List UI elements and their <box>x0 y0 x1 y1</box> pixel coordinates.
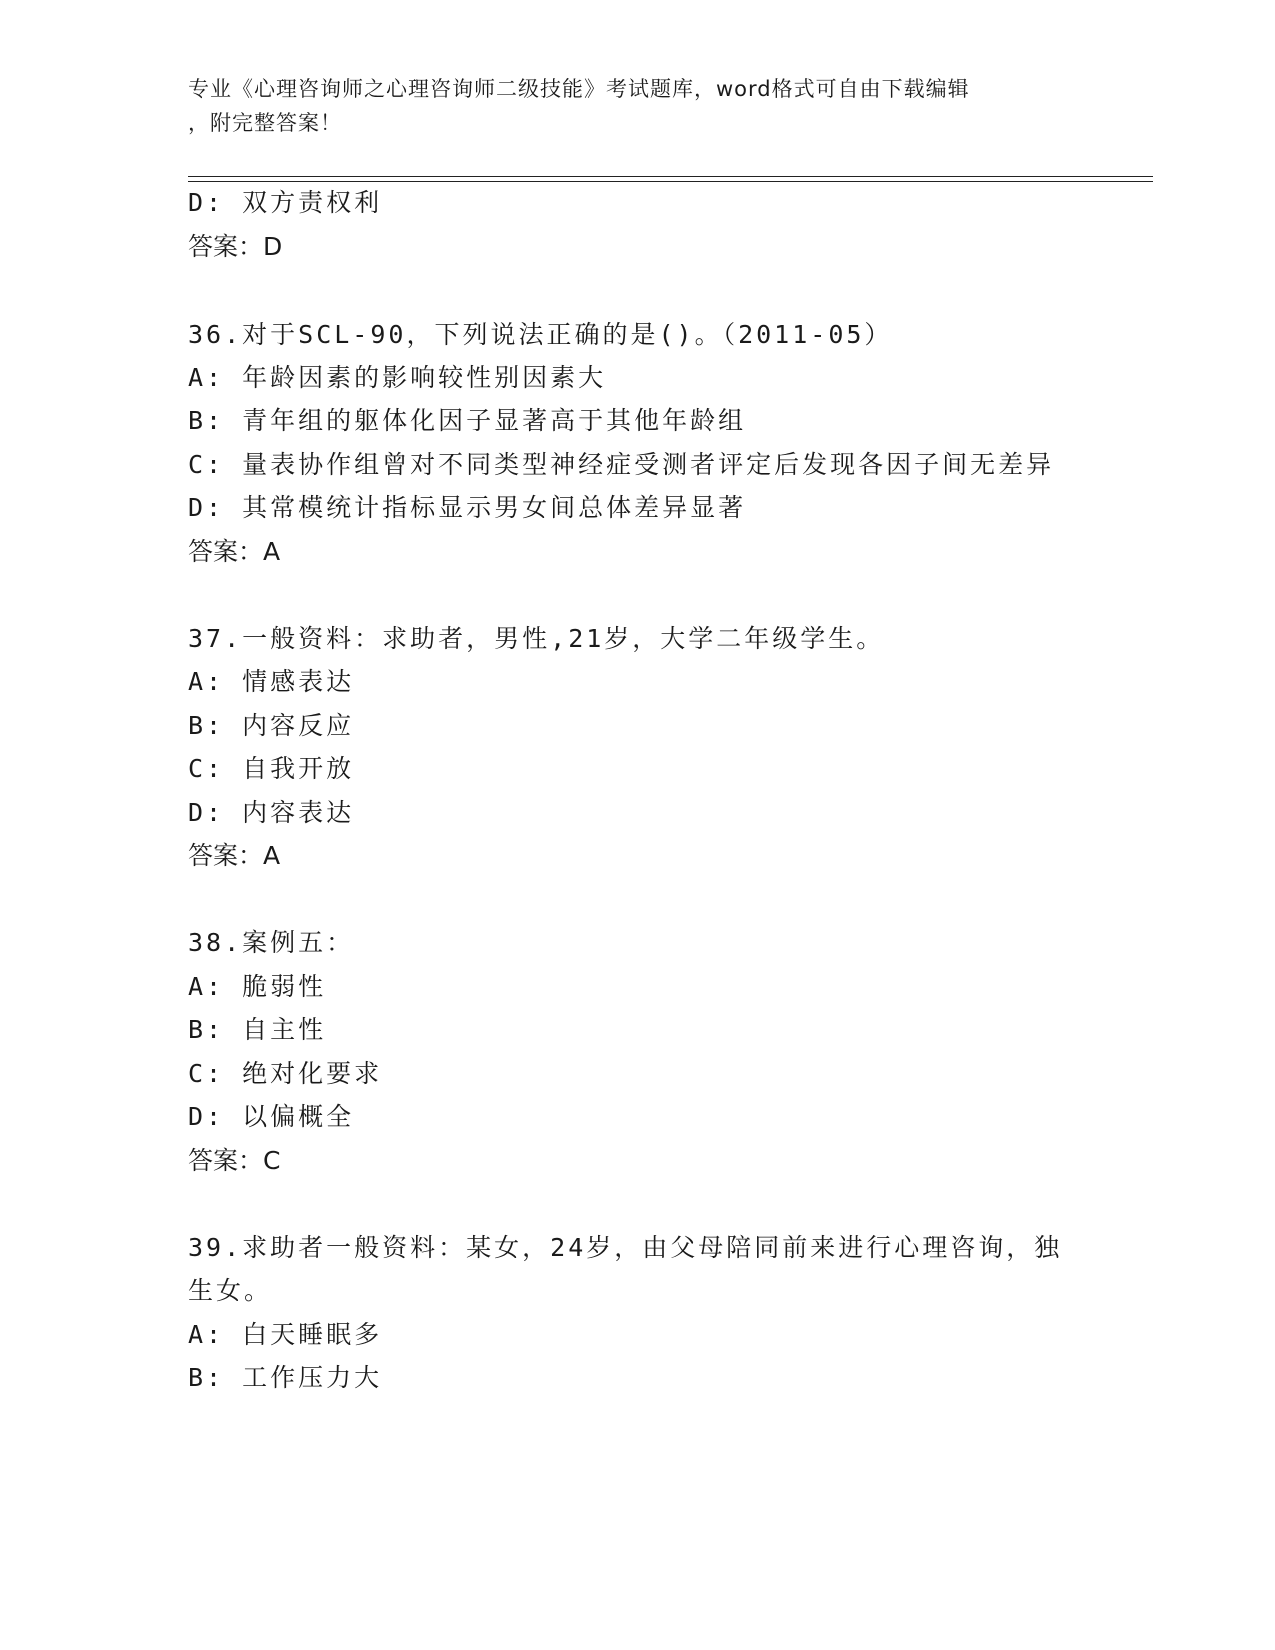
question-38: 38.案例五： <box>188 928 355 957</box>
question-37-option-c: C: 自我开放 <box>188 754 355 783</box>
question-39-line-2: 生女。 <box>188 1276 273 1305</box>
header-divider-top <box>188 176 1153 177</box>
question-36-option-a: A: 年龄因素的影响较性别因素大 <box>188 363 607 392</box>
question-39-option-b: B: 工作压力大 <box>188 1363 383 1392</box>
question-38-option-c: C: 绝对化要求 <box>188 1059 383 1088</box>
header-title-line-1: 专业《心理咨询师之心理咨询师二级技能》考试题库，word格式可自由下载编辑 <box>188 77 970 101</box>
question-36-option-b: B: 青年组的躯体化因子显著高于其他年龄组 <box>188 406 747 435</box>
question-38-option-d: D: 以偏概全 <box>188 1102 355 1131</box>
prev-option-d: D: 双方责权利 <box>188 188 383 217</box>
question-38-option-b: B: 自主性 <box>188 1015 327 1044</box>
question-37-option-b: B: 内容反应 <box>188 711 355 740</box>
question-38-option-a: A: 脆弱性 <box>188 972 327 1001</box>
question-36-answer: 答案：A <box>188 537 281 566</box>
question-36: 36.对于SCL-90，下列说法正确的是()。（2011-05） <box>188 320 893 349</box>
question-39-option-a: A: 白天睡眠多 <box>188 1320 383 1349</box>
question-36-option-d: D: 其常模统计指标显示男女间总体差异显著 <box>188 493 747 522</box>
question-37: 37.一般资料：求助者，男性,21岁，大学二年级学生。 <box>188 624 885 653</box>
header-divider-bottom <box>188 181 1153 182</box>
question-37-option-d: D: 内容表达 <box>188 798 355 827</box>
question-39-line-1: 39.求助者一般资料：某女，24岁，由父母陪同前来进行心理咨询，独 <box>188 1233 1063 1262</box>
prev-answer: 答案：D <box>188 232 283 261</box>
document-header <box>188 72 1088 140</box>
question-38-answer: 答案：C <box>188 1146 281 1175</box>
header-title-line-2: ，附完整答案！ <box>188 111 342 135</box>
question-37-option-a: A: 情感表达 <box>188 667 355 696</box>
question-37-answer: 答案：A <box>188 841 281 870</box>
question-36-option-c: C: 量表协作组曾对不同类型神经症受测者评定后发现各因子间无差异 <box>188 450 1055 479</box>
